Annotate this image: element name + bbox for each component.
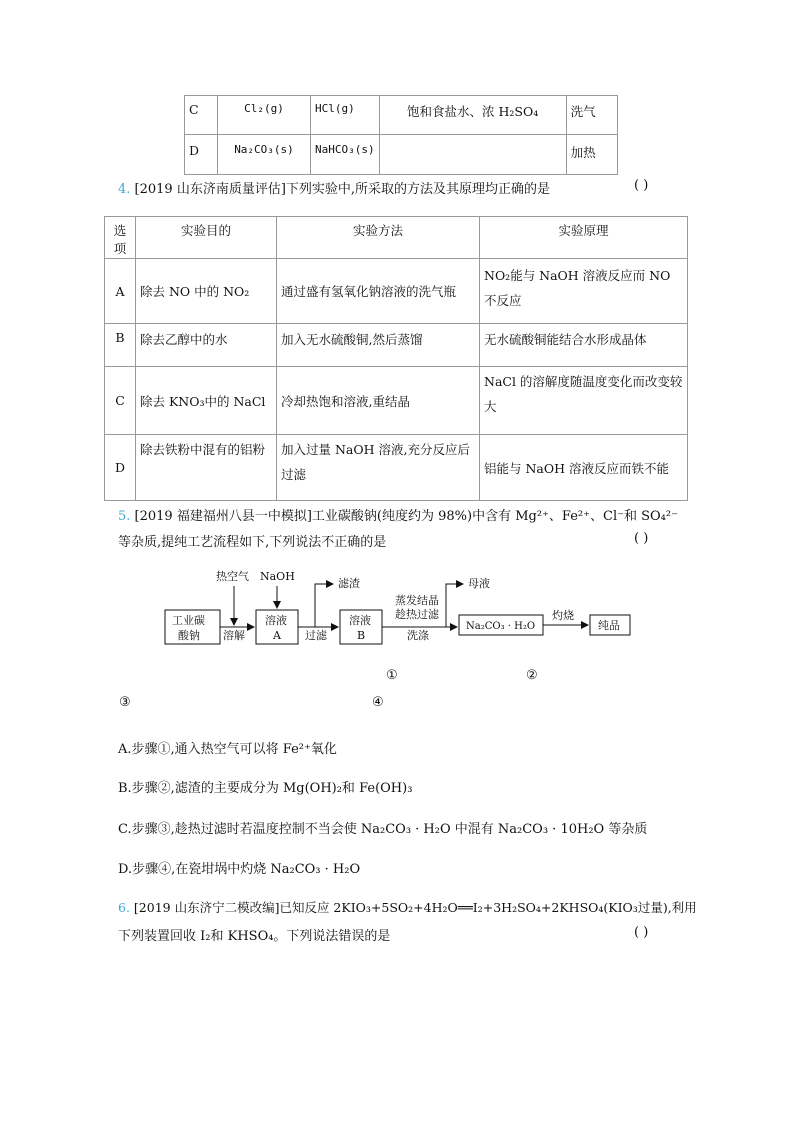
label-mother-liquor: 母液 xyxy=(468,577,490,590)
box5-label: 纯品 xyxy=(598,619,620,632)
cell-principle: 无水硫酸铜能结合水形成晶体 xyxy=(480,324,688,367)
step-mark-3: ③ xyxy=(119,695,131,710)
box1-line1: 工业碳 xyxy=(172,614,205,627)
header-goal: 实验目的 xyxy=(136,217,277,259)
option-cell: C xyxy=(105,367,136,435)
table-row xyxy=(105,324,688,367)
q4-stem xyxy=(118,178,550,197)
cell-method: 加入过量 NaOH 溶液,充分反应后过滤 xyxy=(277,435,480,501)
box2-line1: 溶液 xyxy=(265,614,287,627)
q6-number: 6. xyxy=(118,900,130,915)
option-cell: A xyxy=(105,259,136,324)
option-cell: D xyxy=(105,435,136,501)
option-cell: B xyxy=(105,324,136,367)
table-row xyxy=(105,367,688,435)
q5-option-d[interactable]: D.步骤④,在瓷坩埚中灼烧 Na₂CO₃ · H₂O xyxy=(118,862,361,877)
cell-goal: 除去 KNO₃中的 NaCl xyxy=(136,367,277,435)
cell-impurity: HCl(g) xyxy=(311,96,380,135)
step-mark-4: ④ xyxy=(372,695,384,710)
header-principle: 实验原理 xyxy=(480,217,688,259)
cell-method: 加入无水硫酸铜,然后蒸馏 xyxy=(277,324,480,367)
box3-line1: 溶液 xyxy=(349,614,371,627)
label-naoh: NaOH xyxy=(260,570,295,583)
arrow-residue xyxy=(315,584,333,627)
option-cell: C xyxy=(185,96,218,135)
q5-answer-paren: ( ) xyxy=(634,531,649,546)
header-option: 选项 xyxy=(105,217,136,259)
cell-principle: 铝能与 NaOH 溶液反应而铁不能 xyxy=(480,435,688,501)
q5-option-a[interactable]: A.步骤①,通入热空气可以将 Fe²⁺氧化 xyxy=(118,742,337,757)
label-dissolve: 溶解 xyxy=(223,629,245,642)
option-cell: D xyxy=(185,135,218,175)
box3-line2: B xyxy=(357,629,366,642)
q6-text1: [2019 山东济宁二模改编]已知反应 2KIO₃+5SO₂+4H₂O══I₂+3H₂SO₄+2KHSO₄(KIO₃过量),利用 xyxy=(133,900,697,915)
q5-number: 5. xyxy=(118,509,131,524)
cell-reagent: 饱和食盐水、浓 H₂SO₄ xyxy=(379,96,566,135)
table-row xyxy=(185,135,618,175)
cell-method: 冷却热饱和溶液,重结晶 xyxy=(277,367,480,435)
label-ignite: 灼烧 xyxy=(552,609,574,622)
q6-answer-paren: ( ) xyxy=(634,925,649,940)
cell-goal: 除去铁粉中混有的铝粉 xyxy=(136,435,277,501)
table-header-row xyxy=(105,217,688,259)
label-filter-residue: 滤渣 xyxy=(338,577,360,590)
arrow-mother-liquor xyxy=(446,584,463,627)
cell-method: 洗气 xyxy=(566,96,617,135)
label-hot-filtration: 趁热过滤 xyxy=(395,608,439,621)
cell-principle: NO₂能与 NaOH 溶液反应而 NO 不反应 xyxy=(480,259,688,324)
q5-text1: [2019 福建福州八县一中模拟]工业碳酸钠(纯度约为 98%)中含有 Mg²⁺、Fe²⁺、Cl⁻和 SO₄²⁻ xyxy=(134,509,678,524)
q4-table xyxy=(104,216,688,501)
table-row xyxy=(185,96,618,135)
top-table xyxy=(184,95,618,175)
step-mark-2: ② xyxy=(526,668,538,683)
cell-reagent xyxy=(379,135,566,175)
q4-number: 4. xyxy=(118,182,131,197)
cell-target: Na₂CO₃(s) xyxy=(218,135,311,175)
process-flowchart xyxy=(150,562,650,652)
box2-line2: A xyxy=(273,629,281,642)
q5-stem-line1 xyxy=(118,505,678,524)
box4-label: Na₂CO₃ · H₂O xyxy=(466,621,536,632)
q4-text: [2019 山东济南质量评估]下列实验中,所采取的方法及其原理均正确的是 xyxy=(134,182,551,197)
cell-principle: NaCl 的溶解度随温度变化而改变较大 xyxy=(480,367,688,435)
cell-method: 通过盛有氢氧化钠溶液的洗气瓶 xyxy=(277,259,480,324)
q4-answer-paren: ( ) xyxy=(634,178,649,193)
cell-target: Cl₂(g) xyxy=(218,96,311,135)
header-method: 实验方法 xyxy=(277,217,480,259)
q5-stem-line2: 等杂质,提纯工艺流程如下,下列说法不正确的是 xyxy=(118,535,387,550)
q6-stem-line2: 下列装置回收 I₂和 KHSO₄。下列说法错误的是 xyxy=(118,929,391,944)
q5-option-c[interactable]: C.步骤③,趁热过滤时若温度控制不当会使 Na₂CO₃ · H₂O 中混有 Na₂CO₃ · 10H₂O 等杂质 xyxy=(118,822,648,837)
label-evaporate-crystallize: 蒸发结晶 xyxy=(395,594,439,607)
label-wash: 洗涤 xyxy=(407,629,429,642)
cell-goal: 除去 NO 中的 NO₂ xyxy=(136,259,277,324)
q6-stem-line1 xyxy=(118,898,697,916)
label-hot-air: 热空气 xyxy=(216,570,249,583)
cell-method: 加热 xyxy=(566,135,617,175)
cell-impurity: NaHCO₃(s) xyxy=(311,135,380,175)
q5-option-b[interactable]: B.步骤②,滤渣的主要成分为 Mg(OH)₂和 Fe(OH)₃ xyxy=(118,781,413,796)
table-row xyxy=(105,259,688,324)
box1-line2: 酸钠 xyxy=(178,629,200,642)
step-mark-1: ① xyxy=(386,668,398,683)
table-row xyxy=(105,435,688,501)
cell-goal: 除去乙醇中的水 xyxy=(136,324,277,367)
label-filter: 过滤 xyxy=(305,629,327,642)
